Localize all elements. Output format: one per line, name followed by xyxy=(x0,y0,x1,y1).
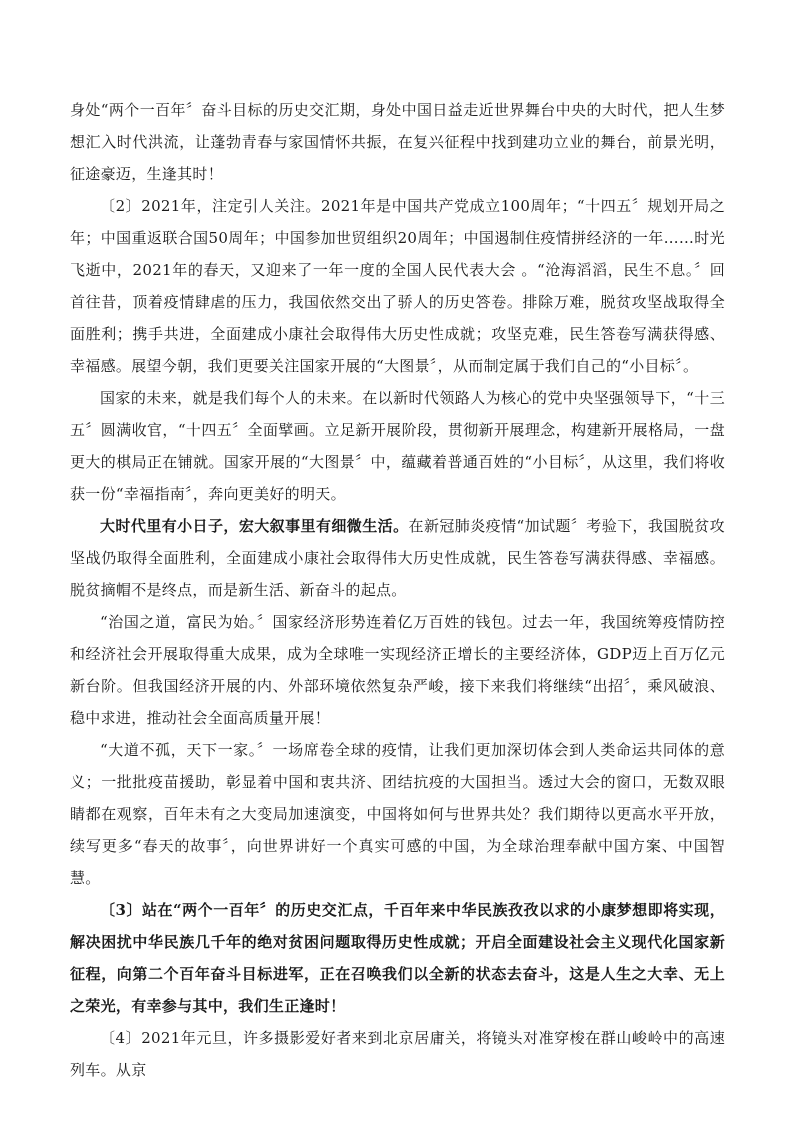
paragraph-5-text: “治国之道，富民为始。〞国家经济形势连着亿万百姓的钱包。过去一年，我国统筹疫情防控和经济社会开展取得重大成果，成为全球唯一实现经济正增长的主要经济体，GDP迈上百万亿元新台阶。但我国经济开展的内、外部环境依然复杂严峻，接下来我们将继续“出招〞，乘风破浪、稳中求进，推动社会全面高质量开展！ xyxy=(70,613,725,727)
paragraph-6 xyxy=(70,734,725,894)
paragraph-7-lead: 〔3〕站在“两个一百年〞的历史交汇点，千百年来中华民族孜孜以求的小康梦想即将实现，解决困扰中华民族几千年的绝对贫困问题取得历史性成就；开启全面建设社会主义现代化国家新征程，向第二个百年奋斗目标进军，正在召唤我们以全新的状态去奋斗，这是人生之大幸、无上之荣光，有幸参与其中，我们生正逢时！ xyxy=(70,901,725,1015)
paragraph-8-text: 〔4〕2021年元旦，许多摄影爱好者来到北京居庸关，将镜头对准穿梭在群山峻岭中的高速列车。从京 xyxy=(70,1029,725,1079)
paragraph-5 xyxy=(70,606,725,734)
paragraph-8 xyxy=(70,1022,725,1086)
paragraph-4-lead: 大时代里有小日子，宏大叙事里有细微生活。 xyxy=(100,517,409,535)
paragraph-2 xyxy=(70,190,725,382)
paragraph-3 xyxy=(70,382,725,510)
paragraph-6-text: “大道不孤，天下一家。〞一场席卷全球的疫情，让我们更加深切体会到人类命运共同体的意义；一批批疫苗援助，彰显着中国和衷共济、团结抗疫的大国担当。透过大会的窗口，无数双眼睛都在观察，百年未有之大变局加速演变，中国将如何与世界共处？我们期待以更高水平开放，续写更多“春天的故事〞，向世界讲好一个真实可感的中国，为全球治理奉献中国方案、中国智慧。 xyxy=(70,741,725,887)
paragraph-2-text: 〔2〕2021年，注定引人关注。2021年是中国共产党成立100周年；“十四五〞规划开局之年；中国重返联合国50周年；中国参加世贸组织20周年；中国遏制住疫情拼经济的一年……时光飞逝中，2021年的春天，又迎来了一年一度的全国人民代表大会 。“沧海滔滔，民生不息。〞回首往昔，顶着疫情肆虐的压力，我国依然交出了骄人的历史答卷。排除万难，脱贫攻坚战取得全面胜利；携手共进，全面建成小康社会取得伟大历史性成就；攻坚克难，民生答卷写满获得感、幸福感。展望今朝，我们更要关注国家开展的“大图景〞，从而制定属于我们自己的“小目标〞。 xyxy=(70,197,725,375)
paragraph-4 xyxy=(70,510,725,606)
document-body xyxy=(70,94,725,1086)
paragraph-4-text: 在新冠肺炎疫情“加试题〞考验下，我国脱贫攻坚战仍取得全面胜利，全面建成小康社会取得伟大历史性成就，民生答卷写满获得感、幸福感。脱贫摘帽不是终点，而是新生活、新奋斗的起点。 xyxy=(70,517,725,599)
paragraph-7 xyxy=(70,894,725,1022)
paragraph-1-text: 身处“两个一百年〞奋斗目标的历史交汇期，身处中国日益走近世界舞台中央的大时代，把人生梦想汇入时代洪流，让蓬勃青春与家国情怀共振，在复兴征程中找到建功立业的舞台，前景光明，征途豪迈，生逢其时！ xyxy=(70,101,725,183)
paragraph-3-text: 国家的未来，就是我们每个人的未来。在以新时代领路人为核心的党中央坚强领导下，“十三五〞圆满收官，“十四五〞全面擘画。立足新开展阶段，贯彻新开展理念，构建新开展格局，一盘更大的棋局正在铺就。国家开展的“大图景〞中，蕴藏着普通百姓的“小目标〞，从这里，我们将收获一份“幸福指南〞，奔向更美好的明天。 xyxy=(70,389,725,503)
paragraph-1 xyxy=(70,94,725,190)
